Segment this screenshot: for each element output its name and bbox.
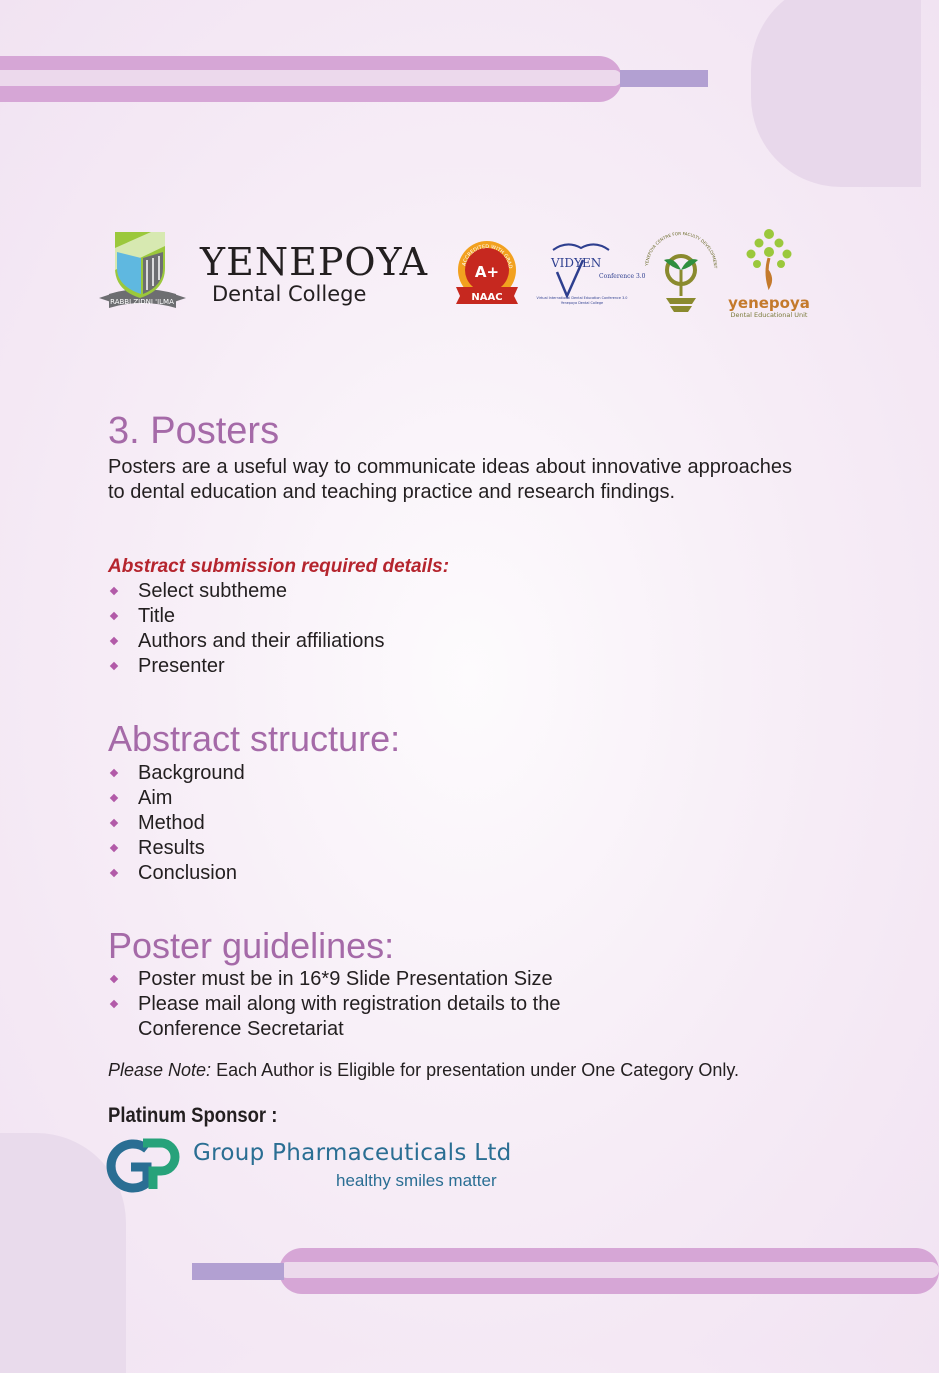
naac-ring-text: ACCREDITED WITH GRAD [461,243,514,270]
platinum-sponsor-label: Platinum Sponsor : [108,1104,278,1127]
note-text: Each Author is Eligible for presentation under One Category Only. [211,1060,740,1080]
vidyen-subline2: Yenepoya Dental College [560,301,604,305]
cfd-logo-text: YENEPOYA CENTRE FOR FACULTY DEVELOPMENT [644,230,719,269]
posters-heading: 3. Posters [108,410,280,452]
list-item [108,992,560,1042]
abstract-structure-heading: Abstract structure: [108,718,401,759]
note-label: Please Note: [108,1060,212,1080]
naac-grade: A+ [474,263,500,281]
poster-guidelines-list [108,967,560,1042]
corner-decoration-top-right [751,0,921,187]
college-subtitle: Dental College [212,282,367,306]
naac-badge-icon [452,240,522,308]
sponsor-tagline: healthy smiles matter [336,1171,497,1190]
poster-guidelines-heading: Poster guidelines: [108,925,395,966]
top-lavender-stripe [620,70,708,87]
posters-intro: Posters are a useful way to communicate ideas about innovative approaches to dental education and teaching practice and research findings. [108,456,792,503]
bottom-lavender-stripe [192,1263,284,1280]
deu-name: yenepoya [728,294,810,312]
crest-motto: RABBI ZIDNI 'ILMA [110,298,174,306]
list-item: Select subtheme [108,579,384,604]
guideline-line1: Please mail along with registration details to the [138,993,561,1015]
vidyen-conference: Conference 3.0 [599,273,646,280]
deu-unit: Dental Educational Unit [730,311,808,319]
vidyen-name: VIDYEN [551,256,602,270]
faculty-development-centre-logo [642,228,720,316]
vidyen-subline1: Virtual International Dental Education Conference 3.0 [536,296,628,300]
please-note [108,1060,739,1081]
list-item: Authors and their affiliations [108,629,384,654]
vidyen-conference-logo [527,240,646,310]
sponsor-company-name: Group Pharmaceuticals Ltd [193,1140,512,1166]
list-item: Title [108,604,384,629]
list-item: Conclusion [108,861,245,886]
list-item: Poster must be in 16*9 Slide Presentation Size [108,967,560,992]
group-pharmaceuticals-logo-icon [107,1139,179,1193]
list-item: Aim [108,786,245,811]
dental-education-unit-logo [727,228,811,320]
college-name: YENEPOYA [200,240,429,284]
top-band-decoration [0,56,622,102]
list-item: Presenter [108,654,384,679]
list-item: Background [108,761,245,786]
abstract-required-heading: Abstract submission required details: [108,556,450,577]
college-crest-logo [95,228,190,318]
required-details-list [108,579,384,679]
guideline-line2: Conference Secretariat [138,1018,344,1040]
list-item: Method [108,811,245,836]
naac-label: NAAC [471,292,503,303]
svg-text:YENEPOYA CENTRE FOR FACULTY DE [644,231,718,269]
list-item: Results [108,836,245,861]
bottom-band-decoration [279,1248,939,1294]
abstract-structure-list [108,761,245,886]
